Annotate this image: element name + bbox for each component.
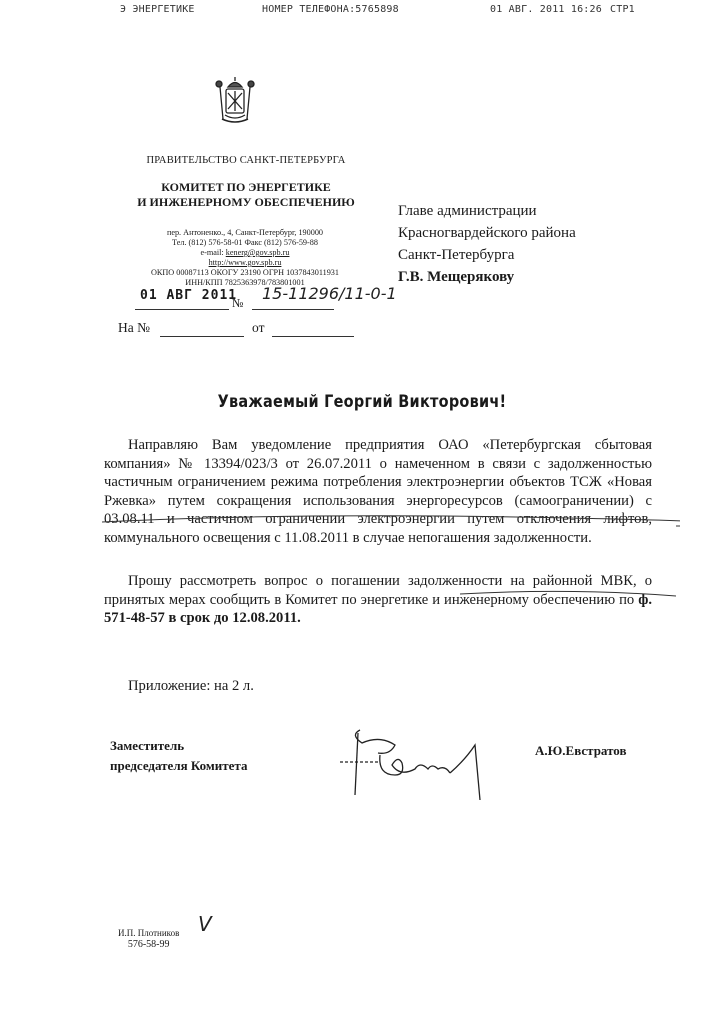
number-label: № (232, 296, 244, 310)
ref-underline (160, 336, 244, 337)
recipient-name: Г.В. Мещерякову (398, 269, 515, 285)
salutation: Уважаемый Георгий Викторович! (217, 392, 507, 412)
coat-of-arms-icon (213, 75, 257, 127)
government-title: ПРАВИТЕЛЬСТВО САНКТ-ПЕТЕРБУРГА (146, 155, 346, 166)
contacts-block (132, 228, 358, 288)
date-stamp: 01 АВГ 2011 (140, 288, 238, 303)
executor-name: И.П. Плотников (118, 928, 180, 938)
executor-phone: 576-58-99 (127, 939, 170, 950)
recipient-line1: Главе администрации (398, 203, 537, 219)
date-underline (135, 309, 229, 310)
paragraph-2-text: Прошу рассмотреть вопрос о погашении задолженности на районной МВК, о принятых мерах сообщить в Комитет по энергетике и инженерному обеспечению по (104, 573, 652, 608)
committee-title (136, 180, 356, 210)
fax-datetime: 01 АВГ. 2011 16:26 (490, 4, 602, 15)
org-codes: ОКПО 00087113 ОКОГУ 23190 ОГРН 1037843011931 (151, 268, 339, 277)
number-underline (252, 309, 334, 310)
attachment-note: Приложение: на 2 л. (128, 678, 254, 694)
from-label: от (252, 320, 265, 335)
fax-sender: Э ЭНЕРГЕТИКЕ (120, 4, 195, 15)
from-underline (272, 336, 354, 337)
signatory-title (110, 736, 247, 776)
email-row (132, 248, 358, 258)
signatory-title-line1: Заместитель (110, 738, 185, 753)
paragraph-2-deadline: ф. 571-48-57 в срок до 12.08.2011. (104, 591, 652, 626)
phone-fax: Тел. (812) 576-58-01 Факс (812) 576-59-88 (172, 238, 318, 247)
handwritten-number: 15-11296/11-0-1 (262, 284, 397, 303)
fax-phone: НОМЕР ТЕЛЕФОНА:5765898 (262, 4, 399, 15)
email-label: e-mail: (200, 248, 224, 257)
executor-block (118, 927, 179, 951)
address: пер. Антоненко., 4, Санкт-Петербург, 190000 (166, 228, 324, 237)
email-link[interactable]: kenerg@gov.spb.ru (225, 248, 290, 257)
ref-label: На № (118, 320, 150, 335)
website-link[interactable]: http://www.gov.spb.ru (208, 258, 282, 267)
recipient-line2: Красногвардейского района (398, 225, 576, 241)
handwritten-strokes (100, 508, 680, 608)
fax-page: СТР1 (610, 4, 635, 15)
inn-kpp: ИНН/КПП 7825363978/783801001 (185, 278, 305, 287)
check-mark: V (198, 912, 212, 936)
committee-line1: КОМИТЕТ ПО ЭНЕРГЕТИКЕ (161, 180, 331, 194)
recipient-block (398, 200, 576, 288)
signatory-name: А.Ю.Евстратов (535, 743, 627, 758)
recipient-line3: Санкт-Петербурга (398, 247, 515, 263)
signatory-title-line2: председателя Комитета (110, 758, 248, 773)
handwritten-signature (340, 725, 490, 805)
body-paragraph-1: Направляю Вам уведомление предприятия ОАО «Петербургская сбытовая компания» № 13394/023/3 от 26.07.2011 о намеченном в связи с задолженностью частичным ограничением режима потребления электроэнергии объектов ТСЖ «Новая Ржевка» путем сокращения использования энергоресурсов (самоограничении) с 03.08.11 и частичном ограничении электроэнергии путем отключения лифтов, коммунального освещения с 11.08.2011 в случае непогашения задолженности. (104, 437, 652, 546)
committee-line2: И ИНЖЕНЕРНОМУ ОБЕСПЕЧЕНИЮ (137, 195, 355, 209)
